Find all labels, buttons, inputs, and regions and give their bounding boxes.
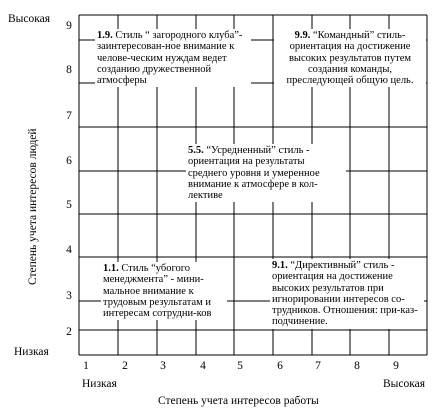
style-1-1-text: Стиль “убогого менеджмента” - мини-мальное внимание к трудовым результатам и интересам сотрудни-ков <box>103 263 212 320</box>
style-9-1-code: 9.1. <box>272 260 288 271</box>
x-tick: 3 <box>160 360 166 372</box>
x-tick: 6 <box>277 360 283 372</box>
style-9-1-text: “Директивный” стиль - ориентация на достижение высоких результатов при игнорировании интересов со-трудников. Отношения: при-каз-подчинение. <box>272 260 418 328</box>
y-tick: 3 <box>66 290 72 302</box>
x-high-label: Высокая <box>383 378 426 390</box>
y-tick: 5 <box>66 199 72 211</box>
style-9-9-code: 9.9. <box>294 30 311 41</box>
style-5-5-code: 5.5. <box>188 145 204 156</box>
y-tick: 6 <box>66 155 72 167</box>
x-tick: 4 <box>200 360 206 372</box>
style-1-9-text: Стиль “ загородного клуба”- заинтересован-ное внимание к челове-ческим нуждам ведет созданию дружественной атмосферы <box>97 30 243 87</box>
y-axis-title: Степень учета интересов людей <box>27 128 39 285</box>
style-5-5-text: “Усредненный” стиль - ориентация на результаты среднего уровня и умеренное внимание к атмосфере в кол-лективе <box>188 145 320 202</box>
style-1-9-box <box>95 29 251 87</box>
style-1-1-box <box>101 262 227 320</box>
y-tick: 2 <box>66 326 72 338</box>
x-tick: 9 <box>393 360 399 372</box>
x-axis-title: Степень учета интересов работы <box>158 395 319 407</box>
style-9-9-box <box>274 29 426 87</box>
x-tick: 5 <box>237 360 243 372</box>
style-1-9-code: 1.9. <box>97 30 113 41</box>
y-tick: 4 <box>66 244 72 256</box>
y-tick: 9 <box>66 20 72 32</box>
x-low-label: Низкая <box>82 378 117 390</box>
y-tick: 7 <box>66 110 72 122</box>
style-9-9-text: “Командный” стиль- ориентация на достижение высоких результатов путем создания команды, преследующей общую цель. <box>286 30 414 87</box>
y-tick: 8 <box>66 64 72 76</box>
style-9-1-box <box>270 259 424 329</box>
style-5-5-box <box>186 144 346 202</box>
y-low-label: Низкая <box>14 346 49 358</box>
y-high-label: Высокая <box>8 13 51 25</box>
x-tick: 8 <box>354 360 360 372</box>
x-tick: 7 <box>315 360 321 372</box>
x-tick: 1 <box>83 360 89 372</box>
style-1-1-code: 1.1. <box>103 263 119 274</box>
x-tick: 2 <box>122 360 128 372</box>
